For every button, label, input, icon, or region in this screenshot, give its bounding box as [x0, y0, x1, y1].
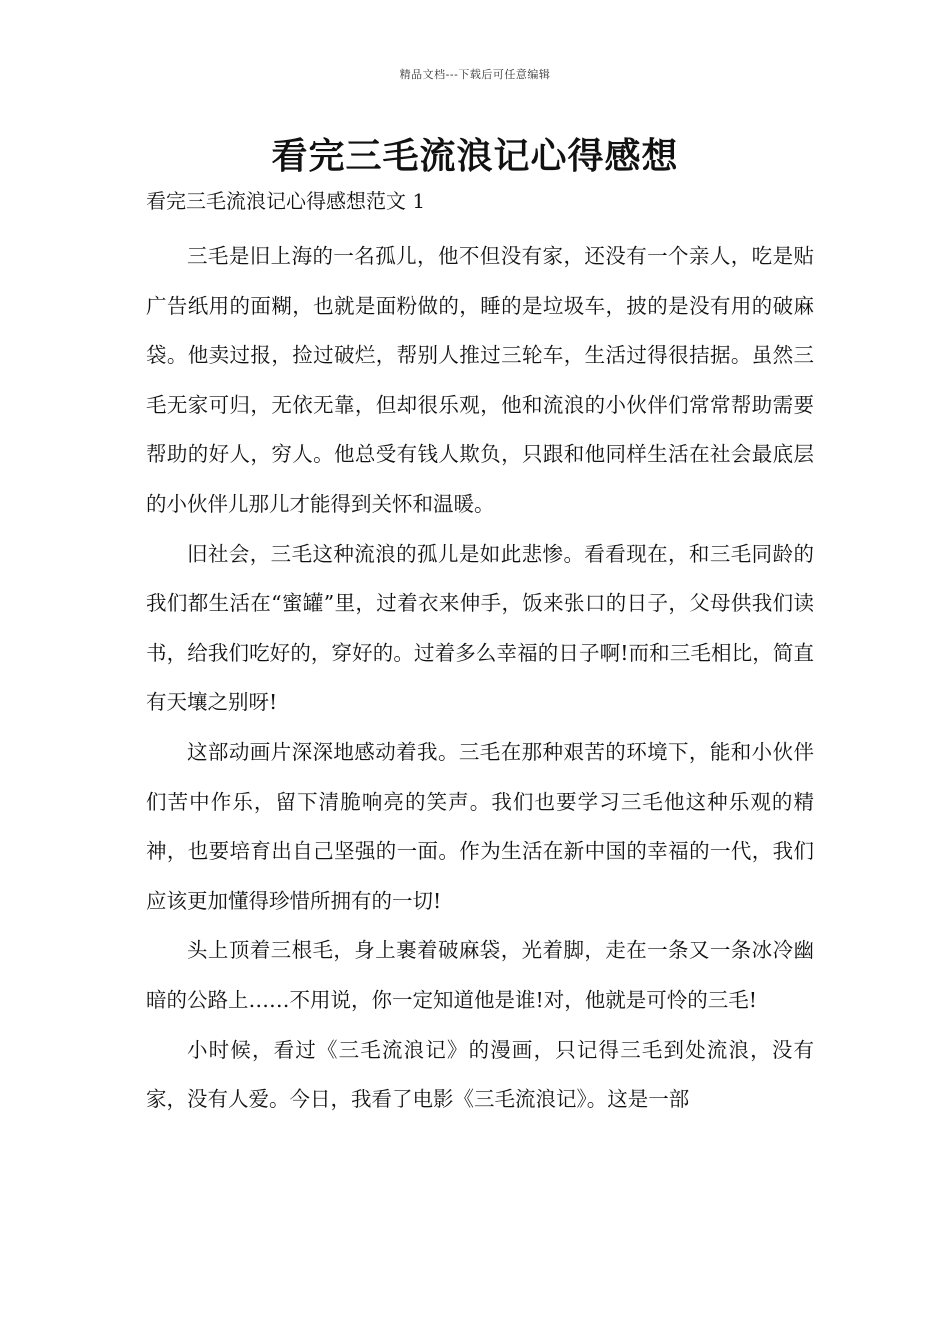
body-paragraph: 小时候，看过《三毛流浪记》的漫画，只记得三毛到处流浪，没有家，没有人爱。今日，我看了电影《三毛流浪记》。这是一部: [146, 1037, 814, 1112]
document-title: 看完三毛流浪记心得感想: [271, 135, 679, 177]
body-paragraph: 三毛是旧上海的一名孤儿，他不但没有家，还没有一个亲人，吃是贴广告纸用的面糊，也就是面粉做的，睡的是垃圾车，披的是没有用的破麻袋。他卖过报，捡过破烂，帮别人推过三轮车，生活过得很拮据。虽然三毛无家可归，无依无靠，但却很乐观，他和流浪的小伙伴们常常帮助需要帮助的好人，穷人。他总受有钱人欺负，只跟和他同样生活在社会最底层的小伙伴儿那儿才能得到关怀和温暖。: [146, 244, 814, 516]
body-paragraph: 旧社会，三毛这种流浪的孤儿是如此悲惨。看看现在，和三毛同龄的我们都生活在“蜜罐”里，过着衣来伸手，饭来张口的日子，父母供我们读书，给我们吃好的，穿好的。过着多么幸福的日子啊!而和三毛相比，简直有天壤之别呀!: [146, 541, 814, 715]
document-body: [146, 232, 814, 1125]
body-paragraph: 头上顶着三根毛，身上裹着破麻袋，光着脚，走在一条又一条冰冷幽暗的公路上……不用说，你一定知道他是谁!对，他就是可怜的三毛!: [146, 938, 814, 1012]
body-paragraph: 这部动画片深深地感动着我。三毛在那种艰苦的环境下，能和小伙伴们苦中作乐，留下清脆响亮的笑声。我们也要学习三毛他这种乐观的精神，也要培育出自己坚强的一面。作为生活在新中国的幸福的一代，我们应该更加懂得珍惜所拥有的一切!: [146, 739, 814, 913]
page-header-note: 精品文档---下载后可任意编辑: [399, 68, 551, 81]
document-subtitle: 看完三毛流浪记心得感想范文 1: [146, 189, 426, 213]
